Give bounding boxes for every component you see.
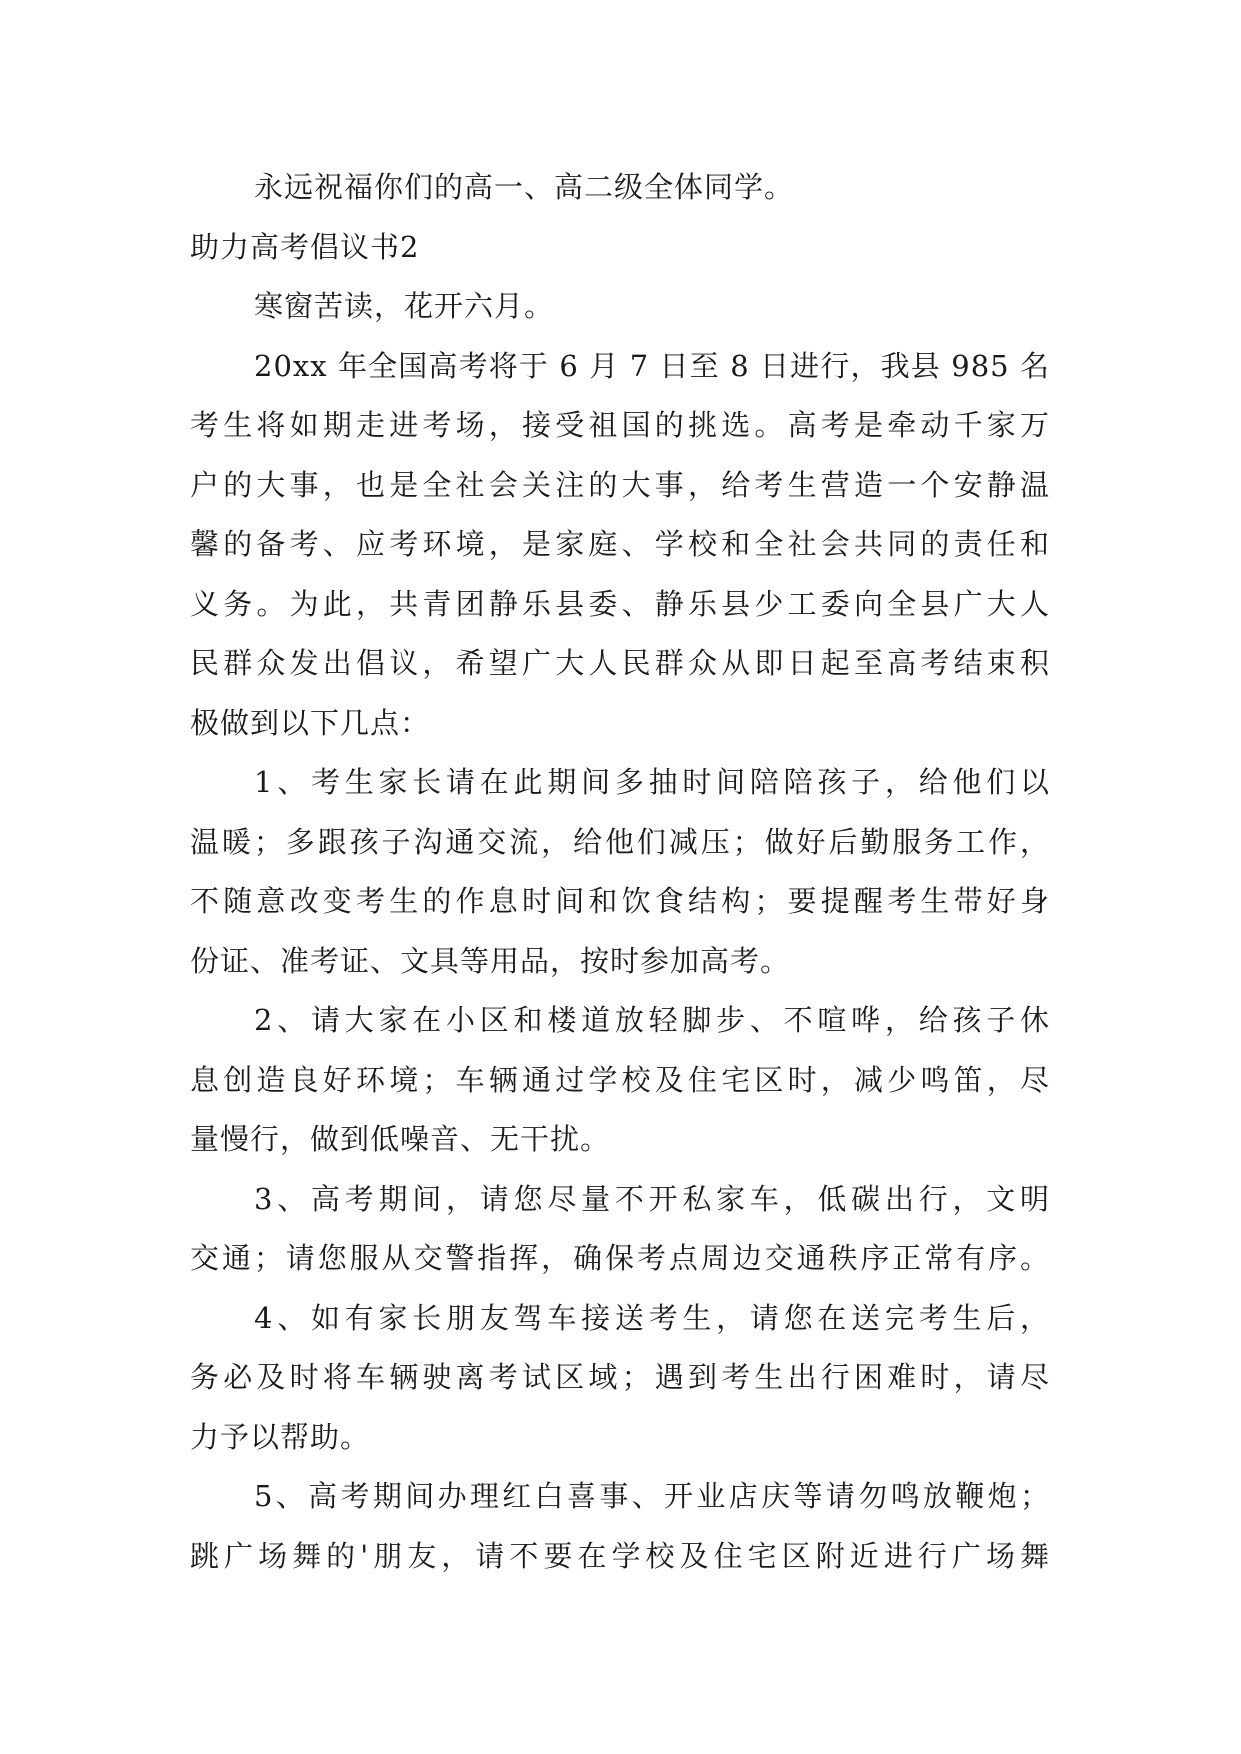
text-line: 义务。为此，共青团静乐县委、静乐县少工委向全县广大人 xyxy=(190,586,1050,621)
text-line: 3、高考期间，请您尽量不开私家车，低碳出行，文明 xyxy=(254,1181,1050,1216)
text-line: 跳广场舞的'朋友，请不要在学校及住宅区附近进行广场舞 xyxy=(190,1538,1050,1573)
text-line: 极做到以下几点： xyxy=(190,705,431,740)
text-line: 量慢行，做到低噪音、无干扰。 xyxy=(190,1122,611,1156)
text-line: 考生将如期走进考场，接受祖国的挑选。高考是牵动千家万 xyxy=(190,408,1050,442)
text-line: 份证、准考证、文具等用品，按时参加高考。 xyxy=(190,943,791,978)
text-line: 5、高考期间办理红白喜事、开业店庆等请勿鸣放鞭炮； xyxy=(254,1479,1050,1513)
text-line: 民群众发出倡议，希望广大人民群众从即日起至高考结束积 xyxy=(190,646,1050,680)
text-line: 户的大事，也是全社会关注的大事，给考生营造一个安静温 xyxy=(190,467,1050,502)
text-line: 温暖；多跟孩子沟通交流，给他们减压；做好后勤服务工作， xyxy=(190,824,1050,859)
text-line: 馨的备考、应考环境，是家庭、学校和全社会共同的责任和 xyxy=(190,527,1050,561)
text-line: 不随意改变考生的作息时间和饮食结构；要提醒考生带好身 xyxy=(190,884,1050,918)
text-line: 1、考生家长请在此期间多抽时间陪陪孩子，给他们以 xyxy=(254,765,1050,799)
document-body xyxy=(190,158,1050,1586)
text-line: 寒窗苦读，花开六月。 xyxy=(254,289,555,323)
text-line: 4、如有家长朋友驾车接送考生，请您在送完考生后， xyxy=(254,1300,1050,1335)
text-line: 2、请大家在小区和楼道放轻脚步、不喧哗，给孩子休 xyxy=(254,1003,1050,1037)
text-line: 息创造良好环境；车辆通过学校及住宅区时，减少鸣笛，尽 xyxy=(190,1062,1050,1097)
text-line: 20xx 年全国高考将于 6 月 7 日至 8 日进行，我县 985 名 xyxy=(254,348,1050,383)
text-line: 务必及时将车辆驶离考试区域；遇到考生出行困难时，请尽 xyxy=(190,1360,1050,1394)
text-line: 力予以帮助。 xyxy=(190,1419,371,1454)
text-line: 永远祝福你们的高一、高二级全体同学。 xyxy=(254,170,795,204)
text-line: 交通；请您服从交警指挥，确保考点周边交通秩序正常有序。 xyxy=(190,1241,1050,1275)
section-heading: 助力高考倡议书2 xyxy=(190,229,420,264)
